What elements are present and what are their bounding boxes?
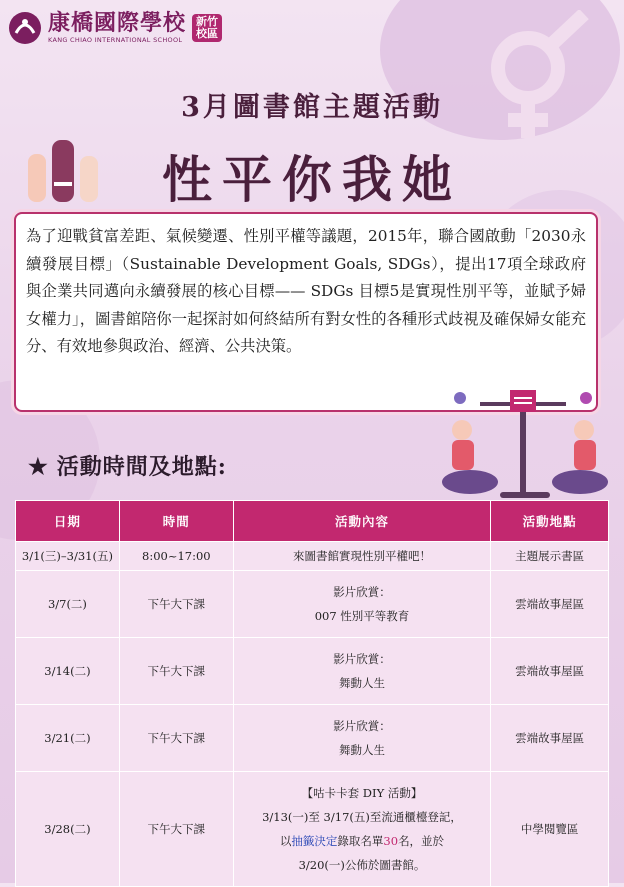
campus-line-1: 新竹	[196, 15, 219, 28]
cell-location: 雲端故事屋區	[491, 705, 609, 772]
cell-location: 中學閱覽區	[491, 772, 609, 887]
cell-content	[233, 638, 490, 705]
content-line: 影片欣賞：	[333, 719, 391, 733]
cell-time: 下午大下課	[119, 638, 233, 705]
column-header-location: 活動地點	[491, 501, 609, 542]
cell-time: 下午大下課	[119, 705, 233, 772]
content-line: 3/20(一)公佈於圖書館。	[298, 858, 426, 872]
content-highlight-number: 30	[383, 834, 399, 848]
cell-date: 3/7(二)	[16, 571, 120, 638]
cell-location: 主題展示書區	[491, 542, 609, 571]
table-row	[16, 542, 609, 571]
cell-time: 下午大下課	[119, 772, 233, 887]
content-line: 3/13(一)至 3/17(五)至流通櫃檯登記，	[262, 810, 462, 824]
intro-paragraph: 為了迎戰貧富差距、氣候變遷、性別平權等議題，2015年，聯合國啟動「2030永續發展目標」（Sustainable Development Goals, SDGs），提出17項全球政府與企業共同邁向永續發展的核心目標—— SDGs 目標5是實現性別平等，並賦予婦女權力」，圖書館陪你一起探討如何終結所有對女性的各種形式歧視及確保婦女能充分、有效地參與政治、經濟、公共決策。	[14, 212, 598, 412]
school-logo-icon	[8, 11, 42, 45]
column-header-content: 活動內容	[233, 501, 490, 542]
content-line: 影片欣賞：	[333, 585, 391, 599]
cell-content: 來圖書館實現性別平權吧！	[233, 542, 490, 571]
cell-content	[233, 705, 490, 772]
content-line	[235, 833, 489, 849]
cell-date: 3/21(二)	[16, 705, 120, 772]
content-text: 以	[279, 834, 292, 848]
campus-line-2: 校區	[196, 27, 219, 40]
cell-date: 3/1(三)–3/31(五)	[16, 542, 120, 571]
cell-time: 8:00~17:00	[119, 542, 233, 571]
schedule-table	[15, 500, 609, 887]
cell-location: 雲端故事屋區	[491, 571, 609, 638]
content-highlight-text: 抽籤決定	[291, 834, 338, 848]
cell-content	[233, 772, 490, 887]
cell-location: 雲端故事屋區	[491, 638, 609, 705]
table-row	[16, 638, 609, 705]
table-header-row	[16, 501, 609, 542]
content-line: 舞動人生	[338, 676, 385, 690]
content-text: 名，並於	[398, 834, 445, 848]
table-row	[16, 571, 609, 638]
content-text: 錄取名單	[337, 834, 384, 848]
main-title: 性平你我她	[162, 150, 462, 209]
column-header-time: 時間	[119, 501, 233, 542]
school-name-block	[48, 12, 186, 44]
column-header-date: 日期	[16, 501, 120, 542]
content-line: 舞動人生	[338, 743, 385, 757]
table-row	[16, 772, 609, 887]
content-line: 007 性別平等教育	[314, 609, 410, 623]
table-row	[16, 705, 609, 772]
school-header	[8, 6, 222, 50]
equality-scale-icon	[440, 390, 610, 500]
campus-badge	[192, 14, 222, 42]
school-name-en: KANG CHIAO INTERNATIONAL SCHOOL	[48, 36, 183, 44]
content-line: 【咕卡卡套 DIY 活動】	[301, 786, 423, 800]
cell-time: 下午大下課	[119, 571, 233, 638]
event-title: 3月圖書館主題活動	[181, 92, 443, 123]
cell-content	[233, 571, 490, 638]
section-heading-text: 活動時間及地點:	[56, 454, 227, 480]
cell-date: 3/28(二)	[16, 772, 120, 887]
school-name: 康橋國際學校	[48, 11, 187, 36]
star-icon: ★	[28, 454, 49, 480]
section-heading	[28, 450, 227, 481]
cell-date: 3/14(二)	[16, 638, 120, 705]
content-line: 影片欣賞：	[333, 652, 391, 666]
